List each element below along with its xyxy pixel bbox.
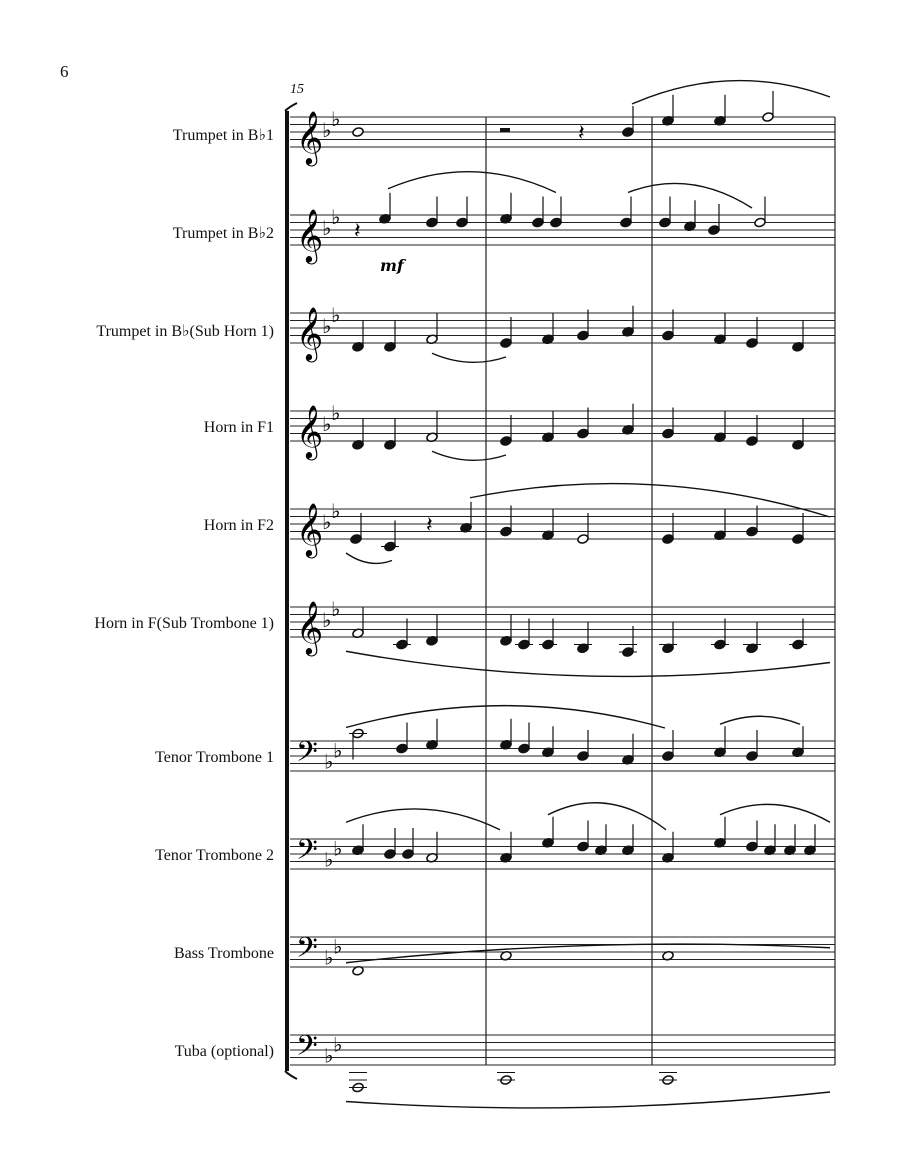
page-number: 6 bbox=[60, 62, 69, 81]
note-head bbox=[662, 534, 674, 545]
note-head bbox=[662, 751, 674, 762]
flat-icon: ♭ bbox=[331, 498, 341, 523]
slur bbox=[628, 183, 752, 208]
staff bbox=[290, 303, 835, 362]
flat-icon: ♭ bbox=[322, 216, 332, 240]
note-head bbox=[350, 534, 362, 545]
note-head bbox=[456, 217, 468, 228]
note-head bbox=[662, 428, 674, 439]
note-head bbox=[746, 841, 758, 852]
part-label-horn-sub-trombone: Horn in F(Sub Trombone 1) bbox=[94, 615, 274, 632]
slur bbox=[720, 716, 800, 724]
part-label-trumpet-2: Trumpet in B♭2 bbox=[172, 225, 274, 242]
bass-clef-icon: 𝄢 bbox=[296, 1029, 318, 1070]
bass-clef-icon: 𝄢 bbox=[296, 735, 318, 776]
staff bbox=[290, 401, 835, 460]
part-label-bass-trombone: Bass Trombone bbox=[173, 945, 274, 962]
note-head bbox=[754, 217, 766, 228]
staff bbox=[290, 834, 835, 874]
note-head bbox=[500, 526, 512, 537]
part-label-trumpet-sub-horn: Trumpet in B♭(Sub Horn 1) bbox=[96, 323, 274, 340]
slur bbox=[346, 1092, 830, 1108]
flat-icon: ♭ bbox=[331, 204, 341, 229]
note-head bbox=[352, 127, 364, 138]
flat-icon: ♭ bbox=[331, 302, 341, 327]
quarter-rest: 𝄽 bbox=[578, 121, 585, 146]
slur bbox=[632, 81, 830, 104]
slur bbox=[346, 809, 500, 830]
flat-icon: ♭ bbox=[324, 1043, 334, 1068]
note-head bbox=[622, 127, 634, 138]
note-head bbox=[500, 436, 512, 447]
slur bbox=[720, 804, 830, 822]
treble-clef-icon: 𝄞 bbox=[296, 600, 324, 654]
half-rest bbox=[500, 128, 510, 132]
staff bbox=[290, 107, 835, 166]
note-head bbox=[620, 217, 632, 228]
treble-clef-icon: 𝄞 bbox=[296, 502, 324, 556]
flat-icon: ♭ bbox=[322, 118, 332, 142]
slur bbox=[346, 651, 830, 676]
treble-clef-icon: 𝄞 bbox=[296, 208, 324, 262]
note-head bbox=[746, 751, 758, 762]
note-head bbox=[577, 534, 589, 545]
flat-icon: ♭ bbox=[333, 934, 343, 959]
note-head bbox=[792, 534, 804, 545]
note-head bbox=[518, 743, 530, 754]
part-label-tenor-trombone-2: Tenor Trombone 2 bbox=[155, 847, 274, 864]
flat-icon: ♭ bbox=[333, 738, 343, 763]
flat-icon: ♭ bbox=[331, 596, 341, 621]
note-head bbox=[577, 428, 589, 439]
bass-clef-icon: 𝄢 bbox=[296, 833, 318, 874]
dynamic-mf: mf bbox=[380, 256, 404, 275]
note-head bbox=[762, 112, 774, 123]
note-head bbox=[662, 330, 674, 341]
slur bbox=[432, 451, 506, 460]
flat-icon: ♭ bbox=[333, 1032, 343, 1057]
flat-icon: ♭ bbox=[324, 945, 334, 970]
staff bbox=[290, 932, 835, 972]
flat-icon: ♭ bbox=[331, 400, 341, 425]
note-head bbox=[500, 338, 512, 349]
part-label-trumpet-1: Trumpet in B♭1 bbox=[172, 127, 274, 144]
part-label-horn-1: Horn in F1 bbox=[203, 419, 274, 436]
staff bbox=[290, 1030, 835, 1070]
bass-clef-icon: 𝄢 bbox=[296, 931, 318, 972]
slur bbox=[470, 484, 830, 517]
note-head bbox=[426, 217, 438, 228]
note-head bbox=[396, 743, 408, 754]
part-label-tuba: Tuba (optional) bbox=[174, 1043, 274, 1060]
flat-icon: ♭ bbox=[324, 749, 334, 774]
note-head bbox=[746, 526, 758, 537]
slur bbox=[346, 706, 665, 728]
part-label-tenor-trombone-1: Tenor Trombone 1 bbox=[155, 749, 274, 766]
note-head bbox=[532, 217, 544, 228]
note-head bbox=[550, 217, 562, 228]
note-head bbox=[746, 436, 758, 447]
flat-icon: ♭ bbox=[331, 106, 341, 131]
measure-number: 15 bbox=[290, 82, 304, 97]
note-head bbox=[577, 751, 589, 762]
note-head bbox=[659, 217, 671, 228]
quarter-rest: 𝄽 bbox=[354, 219, 361, 244]
flat-icon: ♭ bbox=[324, 847, 334, 872]
treble-clef-icon: 𝄞 bbox=[296, 404, 324, 458]
slur bbox=[432, 353, 506, 362]
flat-icon: ♭ bbox=[333, 836, 343, 861]
part-label-horn-2: Horn in F2 bbox=[203, 517, 274, 534]
note-head bbox=[384, 849, 396, 860]
note-head bbox=[402, 849, 414, 860]
flat-icon: ♭ bbox=[322, 412, 332, 436]
note-head bbox=[577, 841, 589, 852]
slur bbox=[548, 803, 666, 830]
staff bbox=[290, 205, 835, 264]
flat-icon: ♭ bbox=[322, 608, 332, 632]
bracket-bottom-hook bbox=[285, 1071, 297, 1079]
flat-icon: ♭ bbox=[322, 510, 332, 534]
quarter-rest: 𝄽 bbox=[426, 513, 433, 538]
treble-clef-icon: 𝄞 bbox=[296, 110, 324, 164]
slur bbox=[346, 553, 392, 563]
flat-icon: ♭ bbox=[322, 314, 332, 338]
note-head bbox=[577, 330, 589, 341]
slur bbox=[388, 172, 556, 193]
note-head bbox=[746, 338, 758, 349]
treble-clef-icon: 𝄞 bbox=[296, 306, 324, 360]
note-head bbox=[708, 225, 720, 236]
